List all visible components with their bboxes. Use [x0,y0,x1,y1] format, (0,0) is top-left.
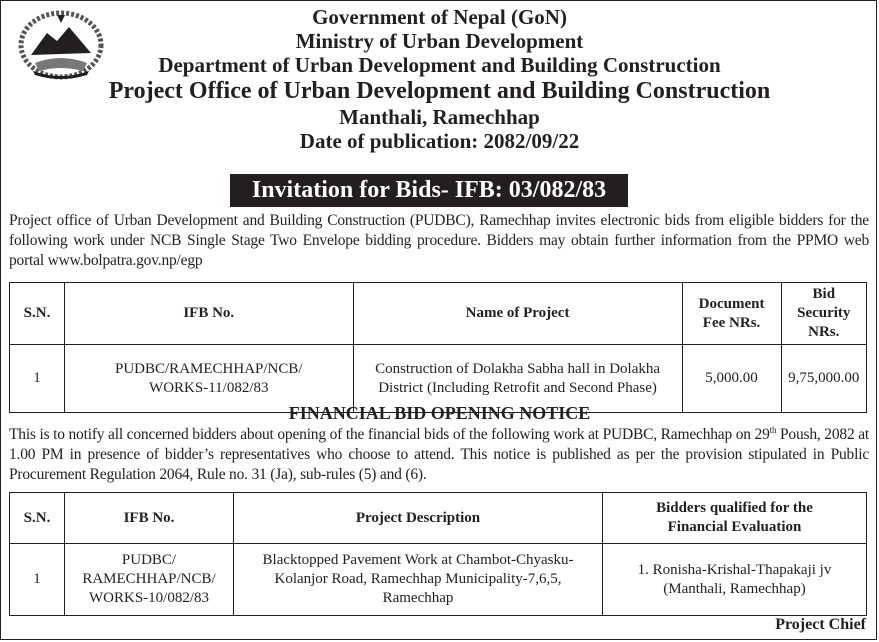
col-ifb: IFB No. [65,283,354,345]
financial-table [9,492,867,616]
cell-description: Blacktopped Pavement Work at Chambot-Chyasku-Kolanjor Road, Ramechhap Municipality-7,6,5, Ramechhap [234,544,603,616]
cell-project: Construction of Dolakha Sabha hall in Dolakha District (Including Retrofit and Second Phase) [353,345,682,413]
financial-notice-title: FINANCIAL BID OPENING NOTICE [288,403,591,423]
table-row [10,544,867,616]
project-office-title: Project Office of Urban Development and Building Construction [108,78,771,104]
department-title: Department of Urban Development and Building Construction [158,53,721,77]
col-project: Name of Project [353,283,682,345]
cell-bidders: 1. Ronisha-Krishal-Thapakaji jv (Manthali, Ramechhap) [603,544,867,616]
financial-table-header [10,493,867,544]
ministry-title: Ministry of Urban Development [295,29,584,53]
cell-sn: 1 [10,544,65,616]
col-sn: S.N. [10,283,65,345]
col-bidders: Bidders qualified for the Financial Evaluation [603,493,867,544]
publication-date: Date of publication: 2082/09/22 [299,129,580,153]
col-bid-security: Bid Security NRs. [781,283,866,345]
ifb-banner: Invitation for Bids- IFB: 03/082/83 [230,174,628,207]
cell-ifb: PUDBC/RAMECHHAP/NCB/ WORKS-11/082/83 [65,345,354,413]
col-doc-fee: Document Fee NRs. [682,283,781,345]
col-ifb: IFB No. [65,493,234,544]
col-description: Project Description [234,493,603,544]
ordinal-suffix: th [769,424,777,435]
financial-text-part1: This is to notify all concerned bidders about opening of the financial bids of the following work at PUDBC, Ramechhap on 29 [9,426,770,443]
financial-notice-text [9,425,869,485]
cell-bid-security: 9,75,000.00 [781,345,866,413]
col-sn: S.N. [10,493,65,544]
header [1,5,878,153]
signoff: Project Chief [775,616,866,633]
cell-sn: 1 [10,345,65,413]
bid-table [9,282,867,413]
cell-ifb: PUDBC/ RAMECHHAP/NCB/ WORKS-10/082/83 [65,544,234,616]
financial-text-part2: Poush, 2082 at 1.00 PM in presence of bidder’s representatives who choose to attend. This notice is published as per the provision stipulated in Public Procurement Regulation 2064, Rule no. 31 (Ja), sub-rules (5) and (6). [9,426,870,483]
cell-doc-fee: 5,000.00 [682,345,781,413]
government-title: Government of Nepal (GoN) [312,5,567,29]
intro-paragraph: Project office of Urban Development and Building Construction (PUDBC), Ramechhap invites electronic bids from eligible bidders for the following work under NCB Single Stage Two Envelope bidding procedure. Bidders may obtain further information from the PPMO web portal www.bolpatra.gov.np/egp [9,212,869,269]
bid-table-header [10,283,867,345]
location: Manthali, Ramechhap [339,105,540,129]
